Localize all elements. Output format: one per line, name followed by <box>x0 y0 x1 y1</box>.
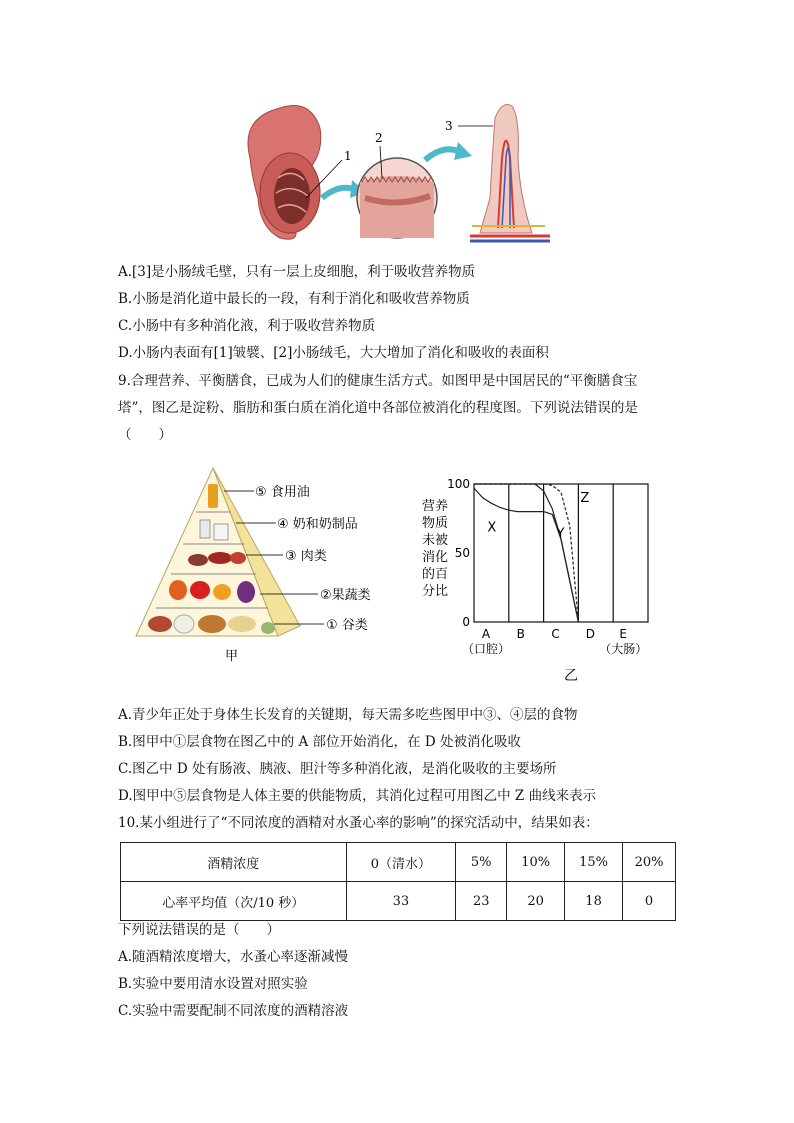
series-x-label: X <box>487 520 497 536</box>
chart-ylabel <box>422 499 448 599</box>
series-y-line <box>474 484 578 622</box>
table-row <box>121 882 676 921</box>
q9-option-c: C.图乙中 D 处有肠液、胰液、胆汁等多种消化液，是消化吸收的主要场所 <box>118 761 557 777</box>
q8-option-b: B.小肠是消化道中最长的一段，有利于消化和吸收营养物质 <box>118 291 470 307</box>
level-5-label: ⑤ 食用油 <box>255 485 310 500</box>
series-z-line <box>474 484 578 622</box>
table-cell: 20 <box>507 882 565 921</box>
header-cell: 酒精浓度 <box>121 843 347 882</box>
x-tick-label: A <box>481 627 491 641</box>
level-2-label: ②果蔬类 <box>320 588 371 603</box>
y-tick-label: 0 <box>462 615 470 629</box>
y-tick-label: 50 <box>454 546 470 560</box>
header-cell: 15% <box>565 843 623 882</box>
header-cell: 20% <box>623 843 676 882</box>
ylabel-line: 的百 <box>422 567 449 582</box>
x-tick-label: B <box>516 627 525 641</box>
ylabel-line: 分比 <box>422 584 449 599</box>
q8-option-c: C.小肠中有多种消化液，利于吸收营养物质 <box>118 318 376 334</box>
intestine-figure <box>240 98 555 246</box>
x-tick-sublabel: （大肠） <box>599 642 648 656</box>
x-tick-sublabel: （口腔） <box>461 642 511 656</box>
q9-stem-line-3: （ ） <box>118 427 172 443</box>
q9-stem-line-1: 9.合理营养、平衡膳食，已成为人们的健康生活方式。如图甲是中国居民的“平衡膳食宝 <box>118 373 638 389</box>
header-cell: 10% <box>507 843 565 882</box>
header-cell: 5% <box>456 843 507 882</box>
q10-option-c: C.实验中需要配制不同浓度的酒精溶液 <box>118 1003 349 1019</box>
q10-question: 下列说法错误的是（ ） <box>118 922 280 938</box>
q9-option-d: D.图甲中⑤层食物是人体主要的供能物质，其消化过程可用图乙中 Z 曲线来表示 <box>118 788 597 804</box>
label-1: 1 <box>344 149 352 163</box>
y-tick-label: 100 <box>447 477 470 491</box>
food-pyramid-figure <box>128 466 400 666</box>
series-x-line <box>474 488 578 622</box>
table-cell: 33 <box>346 882 456 921</box>
ylabel-line: 物质 <box>422 516 449 531</box>
table-cell: 18 <box>565 882 623 921</box>
x-tick-label: E <box>619 627 627 641</box>
q9-option-a: A.青少年正处于身体生长发育的关键期，每天需多吃些图甲中③、④层的食物 <box>118 707 578 723</box>
x-tick-label: D <box>585 627 596 641</box>
q9-stem-line-2: 塔”，图乙是淀粉、脂肪和蛋白质在消化道中各部位被消化的程度图。下列说法错误的是 <box>118 400 638 416</box>
ylabel-line: 未被 <box>422 533 449 548</box>
table-cell: 心率平均值（次/10 秒） <box>121 882 347 921</box>
label-2: 2 <box>375 131 383 145</box>
level-1-label: ① 谷类 <box>326 618 368 633</box>
series-y-label: Y <box>556 526 565 542</box>
q8-option-a: A.[3]是小肠绒毛壁，只有一层上皮细胞，利于吸收营养物质 <box>118 264 476 280</box>
chart-caption: 乙 <box>564 668 578 684</box>
header-cell: 0（清水） <box>346 843 456 882</box>
ylabel-line: 营养 <box>422 499 449 514</box>
q8-option-d: D.小肠内表面有[1]皱襞、[2]小肠绒毛，大大增加了消化和吸收的表面积 <box>118 345 549 361</box>
q10-option-b: B.实验中要用清水设置对照实验 <box>118 976 308 992</box>
pyramid-caption: 甲 <box>225 649 239 664</box>
level-4-label: ④ 奶和奶制品 <box>277 517 358 532</box>
q9-option-b: B.图甲中①层食物在图乙中的 A 部位开始消化，在 D 处被消化吸收 <box>118 734 521 750</box>
chart-frame <box>474 484 648 622</box>
table-cell: 23 <box>456 882 507 921</box>
label-3: 3 <box>445 119 453 133</box>
q10-stem: 10.某小组进行了“不同浓度的酒精对水蚤心率的影响”的探究活动中，结果如表： <box>118 815 599 831</box>
x-tick-label: C <box>551 627 560 641</box>
ylabel-line: 消化 <box>422 550 449 565</box>
heart-rate-table <box>120 842 676 921</box>
q10-option-a: A.随酒精浓度增大，水蚤心率逐渐减慢 <box>118 949 349 965</box>
table-row <box>121 843 676 882</box>
series-z-label: Z <box>580 491 590 506</box>
table-cell: 0 <box>623 882 676 921</box>
digestion-chart <box>416 476 686 686</box>
level-3-label: ③ 肉类 <box>285 549 327 564</box>
